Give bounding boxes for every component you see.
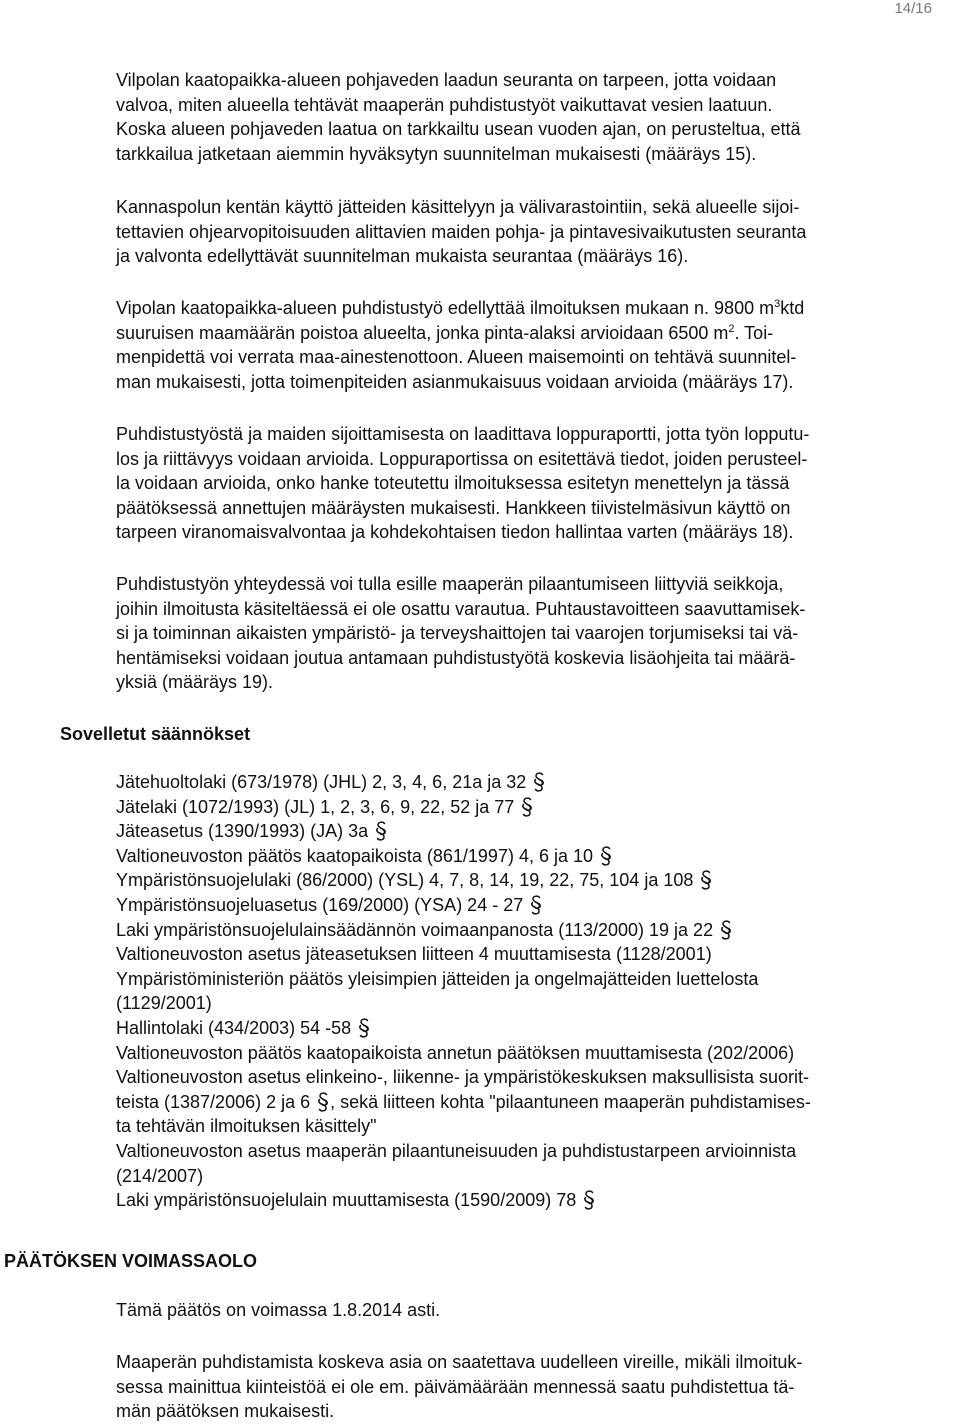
paragraph-renewal: [116, 1350, 958, 1424]
regulation-item: [116, 1090, 958, 1115]
section-sign-icon: [532, 771, 546, 793]
regulation-item: [116, 918, 958, 943]
regulation-item: [116, 1065, 958, 1090]
section-sign-icon: [520, 796, 534, 818]
text-line: Kannaspolun kentän käyttö jätteiden käsittelyyn ja välivarastointiin, sekä alueelle sijoi-: [116, 197, 800, 217]
regulation-item: [116, 868, 958, 893]
regulation-text: Jätehuoltolaki (673/1978) (JHL) 2, 3, 4, 6, 21a ja 32: [116, 772, 527, 792]
superscript: 3: [774, 298, 781, 310]
paragraph-kannaspolku-field: [116, 195, 958, 269]
section-sign-icon: [582, 1189, 596, 1211]
regulation-item: [116, 1139, 958, 1164]
regulations-list: [116, 770, 958, 1213]
text-line: sessa mainittua kiinteistöä ei ole em. päivämäärään mennessä saatu puhdistettua tä-: [116, 1376, 795, 1397]
section-sign-icon: [719, 919, 733, 941]
regulation-text: Ympäristönsuojelulaki (86/2000) (YSL) 4, 7, 8, 14, 19, 22, 75, 104 ja 108: [116, 870, 694, 891]
text-line-part: . Toi-: [734, 322, 774, 343]
text-line: la voidaan arvioida, onko hanke toteutettu ilmoituksessa esitetyn menettelyn ja tässä: [116, 473, 790, 494]
text-line: män päätöksen mukaisesti.: [116, 1401, 335, 1422]
text-line: Puhdistustyön yhteydessä voi tulla esille maaperän pilaantumiseen liittyviä seikkoja,: [116, 574, 784, 594]
section-sign-icon: [374, 820, 388, 842]
section-sign-icon: [357, 1017, 371, 1039]
regulation-item: [116, 795, 958, 820]
regulation-text: Laki ympäristönsuojelulainsäädännön voimaanpanosta (113/2000) 19 ja 22: [116, 919, 714, 940]
paragraph-groundwater-monitoring: [116, 68, 958, 166]
regulation-text: Valtioneuvoston päätös kaatopaikoista (861/1997) 4, 6 ja 10: [116, 845, 593, 866]
regulation-text: Valtioneuvoston asetus elinkeino-, liikenne- ja ympäristökeskuksen maksullisista suorit-: [116, 1067, 809, 1088]
paragraph-additional-instructions: [116, 572, 958, 695]
paragraph-validity-date: [116, 1298, 958, 1323]
text-line: si ja toiminnan aikaisten ympäristö- ja terveyshaittojen tai vaarojen torjumiseksi tai vä-: [116, 623, 799, 644]
regulation-item: [116, 1016, 958, 1041]
section-sign-icon: [599, 845, 613, 867]
regulation-item: [116, 1041, 958, 1066]
regulation-item: [116, 893, 958, 918]
text-line: [116, 321, 958, 346]
regulation-item: [116, 1188, 958, 1213]
text-line: tettavien ohjearvopitoisuuden alittavien maiden pohja- ja pintavesivaikutusten seuranta: [116, 221, 807, 242]
regulation-text: Ympäristöministeriön päätös yleisimpien jätteiden ja ongelmajätteiden luettelosta: [116, 968, 759, 989]
regulation-item: [116, 819, 958, 844]
regulation-item: [116, 1114, 958, 1139]
heading-applied-rules: Sovelletut säännökset: [60, 724, 251, 744]
regulation-item: [116, 844, 958, 869]
text-line: tarkkailua jatketaan aiemmin hyväksytyn suunnitelman mukaisesti (määräys 15).: [116, 143, 757, 164]
text-line: Vilpolan kaatopaikka-alueen pohjaveden laadun seuranta on tarpeen, jotta voidaan: [116, 70, 777, 90]
text-line-part: ktd: [780, 298, 805, 318]
regulation-item: [116, 770, 958, 795]
regulation-text: Ympäristönsuojeluasetus (169/2000) (YSA) 24 - 27: [116, 894, 524, 915]
regulation-text: Jätelaki (1072/1993) (JL) 1, 2, 3, 6, 9, 22, 52 ja 77: [116, 796, 515, 817]
section-sign-icon: [699, 869, 713, 891]
regulation-item: [116, 991, 958, 1016]
section-sign-icon: [529, 894, 543, 916]
paragraph-soil-removal: [116, 296, 958, 394]
text-line: Puhdistustyöstä ja maiden sijoittamisesta on laadittava loppuraportti, jotta työn lopputu-: [116, 424, 810, 444]
text-line: tarpeen viranomaisvalvontaa ja kohdekohtaisen tiedon hallintaa varten (määräys 18).: [116, 522, 794, 543]
heading-validity: PÄÄTÖKSEN VOIMASSAOLO: [4, 1251, 258, 1271]
page-number: 14/16: [894, 0, 932, 17]
text-line: Tämä päätös on voimassa 1.8.2014 asti.: [116, 1300, 441, 1320]
text-line: joihin ilmoitusta käsiteltäessä ei ole osattu varautua. Puhtaustavoitteen saavuttamisek-: [116, 598, 806, 619]
text-line-part: suuruisen maamäärän poistoa alueelta, jonka pinta-alaksi arvioidaan 6500 m: [116, 322, 729, 343]
text-line: yksiä (määräys 19).: [116, 672, 274, 693]
text-line-part: Vipolan kaatopaikka-alueen puhdistustyö edellyttää ilmoituksen mukaan n. 9800 m: [116, 298, 775, 318]
text-line: los ja riittävyys voidaan arvioida. Loppuraportissa on esitettävä tiedot, joiden perusteel-: [116, 448, 808, 469]
regulation-text-continued: , sekä liitteen kohta "pilaantuneen maaperän puhdistamises-: [330, 1091, 811, 1112]
text-line: hentämiseksi voidaan joutua antamaan puhdistustyötä koskevia lisäohjeita tai määrä-: [116, 647, 796, 668]
text-line: ja valvonta edellyttävät suunnitelman mukaista seurantaa (määräys 16).: [116, 246, 689, 267]
text-line: Maaperän puhdistamista koskeva asia on saatettava uudelleen vireille, mikäli ilmoituk-: [116, 1352, 803, 1372]
regulation-text: Valtioneuvoston asetus jäteasetuksen liitteen 4 muuttamisesta (1128/2001): [116, 944, 712, 965]
regulation-text: Jäteasetus (1390/1993) (JA) 3a: [116, 821, 369, 842]
text-line: Koska alueen pohjaveden laatua on tarkkailtu usean vuoden ajan, on perusteltua, että: [116, 119, 801, 140]
regulation-text: (214/2007): [116, 1165, 204, 1186]
section-sign-icon: [316, 1091, 330, 1113]
paragraph-final-report: [116, 422, 958, 545]
regulation-text: Laki ympäristönsuojelulain muuttamisesta (1590/2009) 78: [116, 1190, 577, 1211]
regulation-item: [116, 942, 958, 967]
text-line: päätöksessä annettujen määräysten mukaisesti. Hankkeen tiivistelmäsivun käyttö on: [116, 497, 791, 518]
regulation-text: ta tehtävän ilmoituksen käsittely": [116, 1116, 377, 1137]
regulation-text: Valtioneuvoston asetus maaperän pilaantuneisuuden ja puhdistustarpeen arvioinnista: [116, 1140, 797, 1161]
regulation-text: teista (1387/2006) 2 ja 6: [116, 1091, 311, 1112]
regulation-text: (1129/2001): [116, 993, 212, 1014]
text-line: menpidettä voi verrata maa-ainestenottoon. Alueen maisemointi on tehtävä suunnitel-: [116, 347, 797, 368]
regulation-item: [116, 1164, 958, 1189]
regulation-text: Hallintolaki (434/2003) 54 -58: [116, 1017, 352, 1038]
regulation-item: [116, 967, 958, 992]
text-line: man mukaisesti, jotta toimenpiteiden asianmukaisuus voidaan arvioida (määräys 17).: [116, 371, 794, 392]
regulation-text: Valtioneuvoston päätös kaatopaikoista annetun päätöksen muuttamisesta (202/2006): [116, 1042, 795, 1063]
text-line: [116, 296, 958, 321]
text-line: valvoa, miten alueella tehtävät maaperän puhdistustyöt vaikuttavat vesien laatuun.: [116, 94, 773, 115]
superscript: 2: [728, 322, 735, 335]
